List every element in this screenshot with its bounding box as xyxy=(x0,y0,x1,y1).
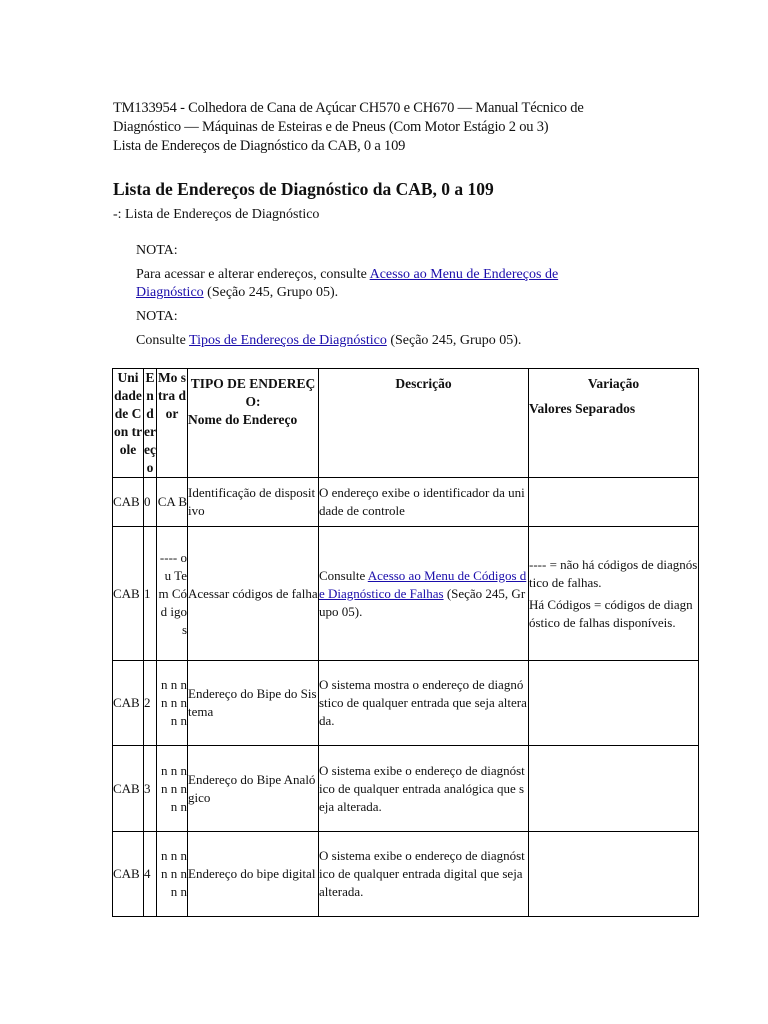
cell-address: 0 xyxy=(144,478,157,527)
manual-header-line-1: TM133954 - Colhedora de Cana de Açúcar CH570 e CH670 — Manual Técnico de xyxy=(113,100,584,116)
cell-address: 2 xyxy=(144,661,157,746)
cell-description: O sistema mostra o endereço de diagnóstico de qualquer entrada que seja alterada. xyxy=(319,661,529,746)
cell-range xyxy=(529,832,699,917)
cell-range xyxy=(529,746,699,832)
cell-display: CA B xyxy=(157,478,188,527)
header-range-label: Variação xyxy=(587,376,640,391)
document-body xyxy=(113,99,713,350)
cell-description: O sistema exibe o endereço de diagnóstico de qualquer entrada analógica que seja alterada. xyxy=(319,746,529,832)
header-control-unit: Uni dade de Con trole xyxy=(113,369,144,478)
manual-header-line-2: Diagnóstico — Máquinas de Esteiras e de Pneus (Com Motor Estágio 2 ou 3) xyxy=(113,119,549,135)
header-range xyxy=(529,369,699,478)
diagnostic-address-table xyxy=(112,368,699,917)
cell-display: n n n n n n n n xyxy=(157,746,188,832)
header-address-type-label: TIPO DE ENDEREÇO: xyxy=(190,376,316,409)
cell-address-name: Endereço do Bipe Analógico xyxy=(188,746,319,832)
cell-address: 4 xyxy=(144,832,157,917)
fault-codes-menu-link[interactable]: Acesso ao Menu de Códigos de Diagnóstico de Falhas xyxy=(319,567,527,601)
page-subtitle: -: Lista de Endereços de Diagnóstico xyxy=(113,207,320,222)
cell-address-name: Endereço do Bipe do Sistema xyxy=(188,661,319,746)
cell-range xyxy=(529,478,699,527)
note-text-prefix: Para acessar e alterar endereços, consulte xyxy=(136,267,370,282)
note-label: NOTA: xyxy=(136,243,178,258)
cell-display: n n n n n n n n xyxy=(157,661,188,746)
table-header-row xyxy=(113,369,699,478)
desc-suffix: (Seção 245, Grupo 05). xyxy=(319,585,526,619)
header-separate-values-label: Valores Separados xyxy=(529,401,636,416)
cell-address: 3 xyxy=(144,746,157,832)
address-types-link[interactable]: Tipos de Endereços de Diagnóstico xyxy=(189,333,387,348)
note-text xyxy=(136,266,606,302)
cell-control-unit: CAB xyxy=(113,746,144,832)
cell-description: O sistema exibe o endereço de diagnóstico de qualquer entrada digital que seja alterada. xyxy=(319,832,529,917)
note-label: NOTA: xyxy=(136,309,178,324)
range-has-codes: Há Códigos = códigos de diagnóstico de falhas disponíveis. xyxy=(529,596,693,630)
cell-address-name: Endereço do bipe digital xyxy=(188,832,319,917)
header-address-name-label: Nome do Endereço xyxy=(188,412,298,427)
notes-section xyxy=(136,242,713,350)
cell-control-unit: CAB xyxy=(113,527,144,661)
range-no-codes: ---- = não há códigos de diagnóstico de falhas. xyxy=(529,556,698,590)
cell-address-name: Identificação de dispositivo xyxy=(188,478,319,527)
note-text-suffix: (Seção 245, Grupo 05). xyxy=(203,285,339,300)
header-description: Descrição xyxy=(319,369,529,478)
header-address-type xyxy=(188,369,319,478)
cell-range xyxy=(529,527,699,661)
note-text-suffix: (Seção 245, Grupo 05). xyxy=(386,333,522,348)
cell-address: 1 xyxy=(144,527,157,661)
cell-control-unit: CAB xyxy=(113,832,144,917)
note-text-prefix: Consulte xyxy=(136,333,190,348)
cell-control-unit: CAB xyxy=(113,478,144,527)
table-row xyxy=(113,661,699,746)
table-row xyxy=(113,746,699,832)
manual-header-line-3: Lista de Endereços de Diagnóstico da CAB, 0 a 109 xyxy=(113,138,406,154)
header-address: E nd er eç o xyxy=(144,369,157,478)
cell-range xyxy=(529,661,699,746)
cell-display: ---- ou Te m Cód igos xyxy=(157,527,188,661)
note-text xyxy=(136,332,606,350)
cell-description xyxy=(319,527,529,661)
cell-display: n n n n n n n n xyxy=(157,832,188,917)
cell-address-name: Acessar códigos de falha xyxy=(188,527,319,661)
table-row xyxy=(113,527,699,661)
table-row xyxy=(113,832,699,917)
address-menu-link[interactable]: Acesso ao Menu de Endereços de Diagnóstico xyxy=(136,267,559,300)
cell-description: O endereço exibe o identificador da unidade de controle xyxy=(319,478,529,527)
cell-control-unit: CAB xyxy=(113,661,144,746)
header-display: Mo stra dor xyxy=(157,369,188,478)
page-title: Lista de Endereços de Diagnóstico da CAB, 0 a 109 xyxy=(113,179,494,199)
desc-prefix: Consulte xyxy=(319,567,368,583)
table-row xyxy=(113,478,699,527)
